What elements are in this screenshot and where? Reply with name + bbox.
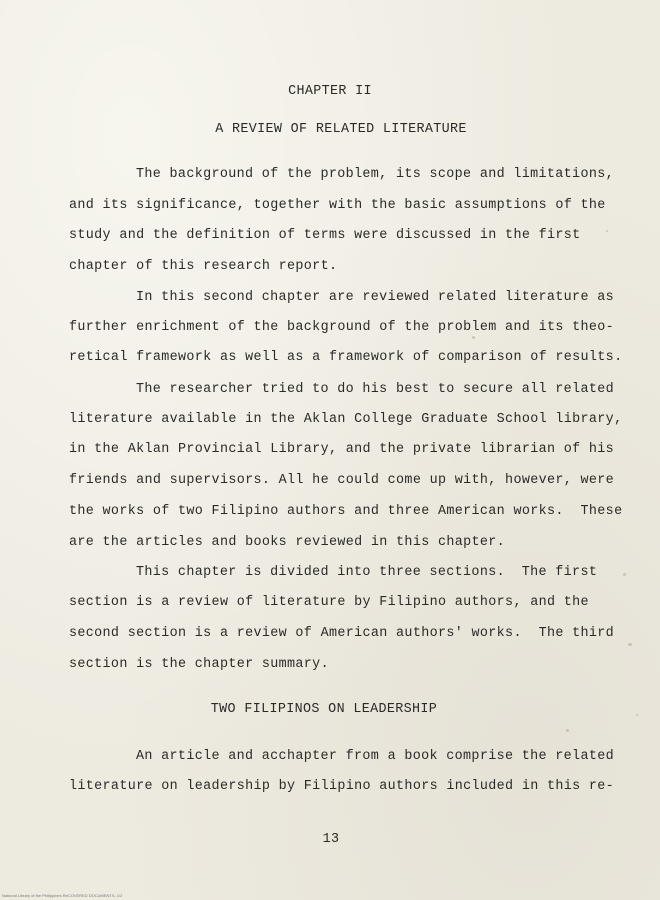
section-line: literature on leadership by Filipino authors included in this re- [69, 779, 615, 794]
paragraph-line: further enrichment of the background of the problem and its theo- [69, 320, 615, 335]
section-line: An article and acchapter from a book comprise the related [136, 749, 614, 764]
paper-speck [623, 573, 626, 576]
paper-speck [566, 729, 569, 732]
paragraph-line: are the articles and books reviewed in this chapter. [69, 535, 506, 550]
paragraph-line: the works of two Filipino authors and three American works. These [69, 504, 623, 519]
footer-watermark: National Library of the Philippines ReCOVERED DOCUMENTS, 1/2 [2, 893, 123, 898]
paper-speck [628, 643, 632, 646]
paragraph-line: The background of the problem, its scope and limitations, [136, 167, 614, 182]
paper-speck [472, 336, 475, 339]
paragraph-line: literature available in the Aklan College Graduate School library, [69, 412, 623, 427]
paragraph-line: This chapter is divided into three sections. The first [136, 565, 598, 580]
chapter-heading: CHAPTER II [288, 84, 372, 99]
page-number: 13 [322, 832, 340, 847]
paragraph-line: and its significance, together with the basic assumptions of the [69, 198, 606, 213]
paragraph-line: The researcher tried to do his best to secure all related [136, 382, 614, 397]
paragraph-line: section is the chapter summary. [69, 657, 329, 672]
section-heading: TWO FILIPINOS ON LEADERSHIP [210, 702, 438, 717]
paper-speck [606, 230, 608, 232]
paragraph-line: retical framework as well as a framework of comparison of results. [69, 350, 623, 365]
paragraph-line: second section is a review of American authors' works. The third [69, 626, 615, 641]
paragraph-line: in the Aklan Provincial Library, and the private librarian of his [69, 442, 615, 457]
paragraph-line: chapter of this research report. [69, 259, 338, 274]
chapter-title: A REVIEW OF RELATED LITERATURE [215, 122, 467, 137]
paragraph-line: section is a review of literature by Filipino authors, and the [69, 595, 589, 610]
paragraph-line: friends and supervisors. All he could come up with, however, were [69, 473, 615, 488]
paragraph-line: study and the definition of terms were discussed in the first [69, 228, 581, 243]
paper-speck [636, 714, 638, 716]
paragraph-line: In this second chapter are reviewed related literature as [136, 290, 614, 305]
